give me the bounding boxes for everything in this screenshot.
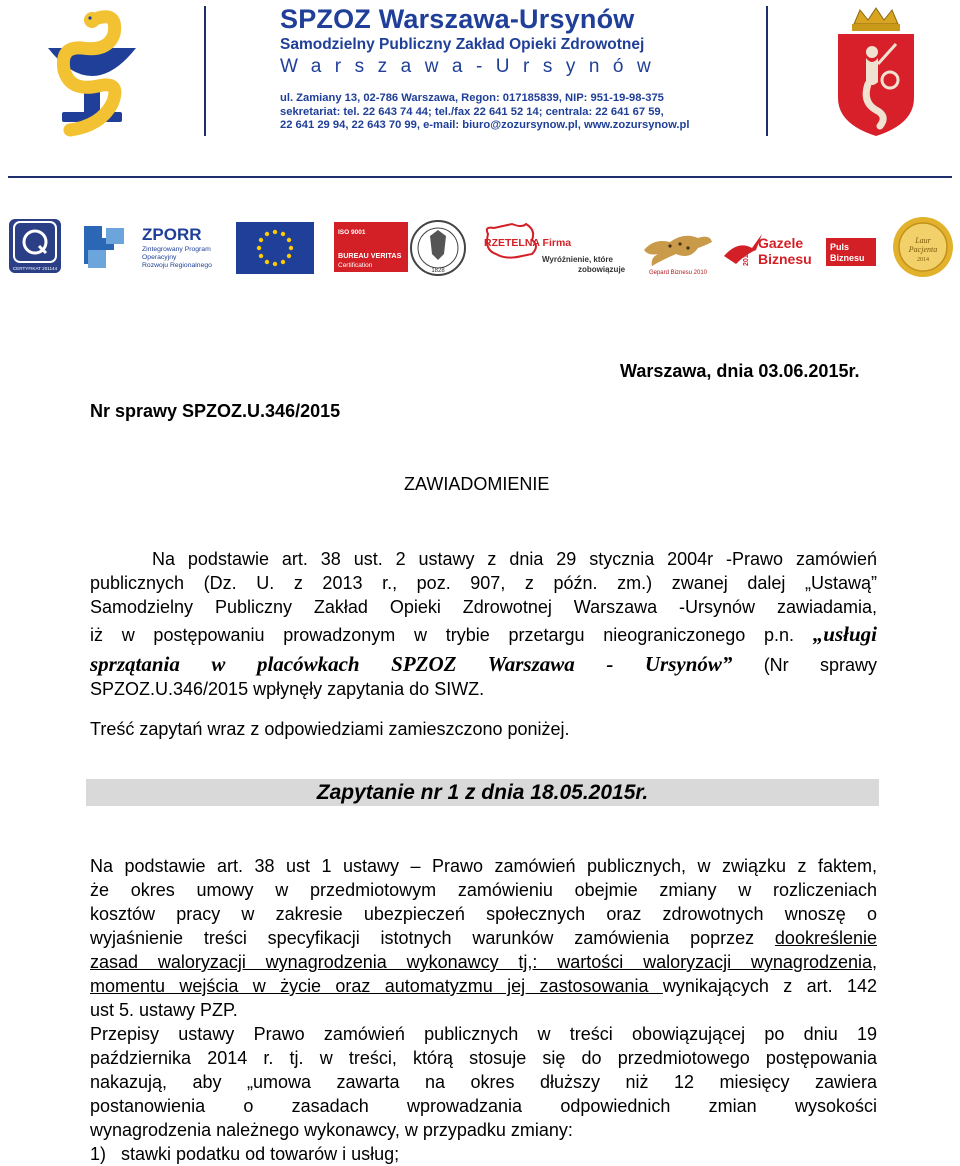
intro-line: iż w postępowaniu prowadzonym w trybie przetargu nieograniczonego p.n. „usługi	[90, 622, 877, 646]
question-line: że okres umowy w przedmiotowym zamówieniu obejmie zmiany w rozliczeniach	[90, 880, 877, 900]
puls-b: Biznesu	[830, 253, 865, 263]
intro-line: Na podstawie art. 38 ust. 2 ustawy z dnia 29 stycznia 2004r -Prawo zamówień	[152, 549, 877, 569]
question-line: kosztów pracy w zakresie ubezpieczeń społecznych oraz zdrowotnych wnoszę o	[90, 904, 877, 924]
intro-last-line: SPZOZ.U.346/2015 wpłynęły zapytania do SIWZ.	[90, 679, 485, 699]
org-full-name: Samodzielny Publiczny Zakład Opieki Zdrowotnej	[280, 36, 645, 53]
paragraph-line: postanowienia o zasadach wprowadzania odpowiednich zmian wysokości	[90, 1096, 877, 1116]
contract-name: sprzątania w placówkach SPZOZ Warszawa - Ursynów”	[90, 652, 733, 676]
question-line: momentu wejścia w życie oraz automatyzmu jej zastosowania wynikających z art. 142	[90, 976, 877, 996]
document-date: Warszawa, dnia 03.06.2015r.	[620, 361, 860, 381]
paragraph-line: października 2014 r. tj. w treści, którą stosuje się do przedmiotowego postępowania	[90, 1048, 877, 1068]
paragraph-line: Przepisy ustawy Prawo zamówień publicznych w treści obowiązującej po dniu 19	[90, 1024, 877, 1044]
rzetelna-sub: zobowiązuje	[578, 265, 626, 274]
org-city: Warszawa-Ursynów	[280, 56, 665, 77]
intro-line: Samodzielny Publiczny Zakład Opieki Zdrowotnej Warszawa -Ursynów zawiadamia,	[90, 597, 877, 617]
question-line: ust 5. ustawy PZP.	[90, 1000, 238, 1020]
question-heading: Zapytanie nr 1 z dnia 18.05.2015r.	[316, 781, 649, 804]
gepard-biznesu-logo	[640, 220, 716, 278]
document-title: ZAWIADOMIENIE	[404, 474, 550, 494]
zporr-sub: Rozwoju Regionalnego	[142, 262, 212, 269]
intro-line: publicznych (Dz. U. z 2013 r., poz. 907, z późn. zm.) zwanej dalej „Ustawą”	[90, 573, 877, 593]
paragraph-line: nakazują, aby „umowa zawarta na okres dłuższy niż 12 miesięcy zawiera	[90, 1072, 877, 1092]
underlined-text: momentu wejścia w życie oraz automatyzmu jej zastosowania	[90, 976, 663, 996]
warsaw-coat-of-arms	[832, 6, 920, 138]
laur-year: 2014	[917, 257, 929, 263]
rzetelna-firma-logo	[482, 220, 632, 278]
bureau-veritas-logo	[334, 218, 468, 278]
intro-note: Treść zapytań wraz z odpowiedziami zamieszczono poniżej.	[90, 719, 570, 739]
rzetelna-sub: Wyróżnienie, które	[542, 255, 613, 264]
laur-pacjenta-medal	[892, 216, 954, 278]
gazele-a: Gazele	[758, 235, 804, 251]
underlined-text: zasad waloryzacji wynagrodzenia wykonawcy tj,: wartości waloryzacji wynagrodzenia,	[90, 952, 877, 972]
cert-caption: CERTYFIKAT 201144	[12, 266, 58, 271]
bv-name: BUREAU VERITAS	[338, 251, 402, 260]
rzetelna-title: RZETELNA Firma	[484, 237, 572, 249]
header-rule	[8, 176, 952, 178]
case-ref-start: (Nr sprawy	[763, 655, 877, 675]
org-name: SPZOZ Warszawa-Ursynów	[280, 4, 635, 34]
laur-b: Pacjenta	[908, 245, 938, 254]
pharmacy-snake-logo	[40, 8, 144, 138]
case-number: Nr sprawy SPZOZ.U.346/2015	[90, 401, 341, 421]
intro-line	[90, 650, 877, 679]
zporr-title: ZPORR	[142, 225, 202, 244]
header-separator-right	[766, 6, 768, 136]
quality-certificate-logo	[8, 218, 62, 274]
question-line: wyjaśnienie treści specyfikacji istotnych warunków zamówienia poprzez dookreślenie	[90, 928, 877, 948]
zporr-sub: Zintegrowany Program	[142, 246, 211, 253]
bv-cert: Certification	[338, 262, 373, 269]
bv-iso: ISO 9001	[338, 229, 366, 236]
question-line	[90, 950, 877, 974]
address-line: 22 641 29 94, 22 643 70 99, e-mail: biuro@zozursynow.pl, www.zozursynow.pl	[280, 119, 690, 132]
question-line: Na podstawie art. 38 ust 1 ustawy – Prawo zamówień publicznych, w związku z faktem,	[90, 856, 877, 876]
org-address	[280, 92, 750, 133]
list-item: 1) stawki podatku od towarów i usług;	[90, 1144, 400, 1164]
underlined-text: dookreślenie	[774, 928, 877, 948]
header-org-block	[280, 4, 750, 133]
address-line: sekretariat: tel. 22 643 74 44; tel./fax 22 641 52 14; centrala: 22 641 67 59,	[280, 105, 664, 118]
gepard-caption: Gepard Biznesu 2010	[648, 270, 708, 276]
eu-flag-icon	[236, 222, 314, 274]
zporr-sub: Operacyjny	[142, 254, 177, 261]
address-line: ul. Zamiany 13, 02-786 Warszawa, Regon: 017185839, NIP: 951-19-98-375	[280, 92, 664, 104]
puls-a: Puls	[830, 242, 850, 252]
gazele-year: 2010	[743, 250, 750, 266]
header-separator-left	[204, 6, 206, 136]
contract-name-start: „usługi	[812, 622, 877, 646]
laur-a: Laur	[915, 236, 931, 245]
bv-seal-year: 1828	[431, 268, 445, 274]
gazele-biznesu-logo	[722, 226, 878, 270]
paragraph-line: wynagrodzenia należnego wykonawcy, w przypadku zmiany:	[90, 1120, 573, 1140]
zporr-logo	[80, 220, 220, 272]
gazele-b: Biznesu	[758, 251, 812, 267]
